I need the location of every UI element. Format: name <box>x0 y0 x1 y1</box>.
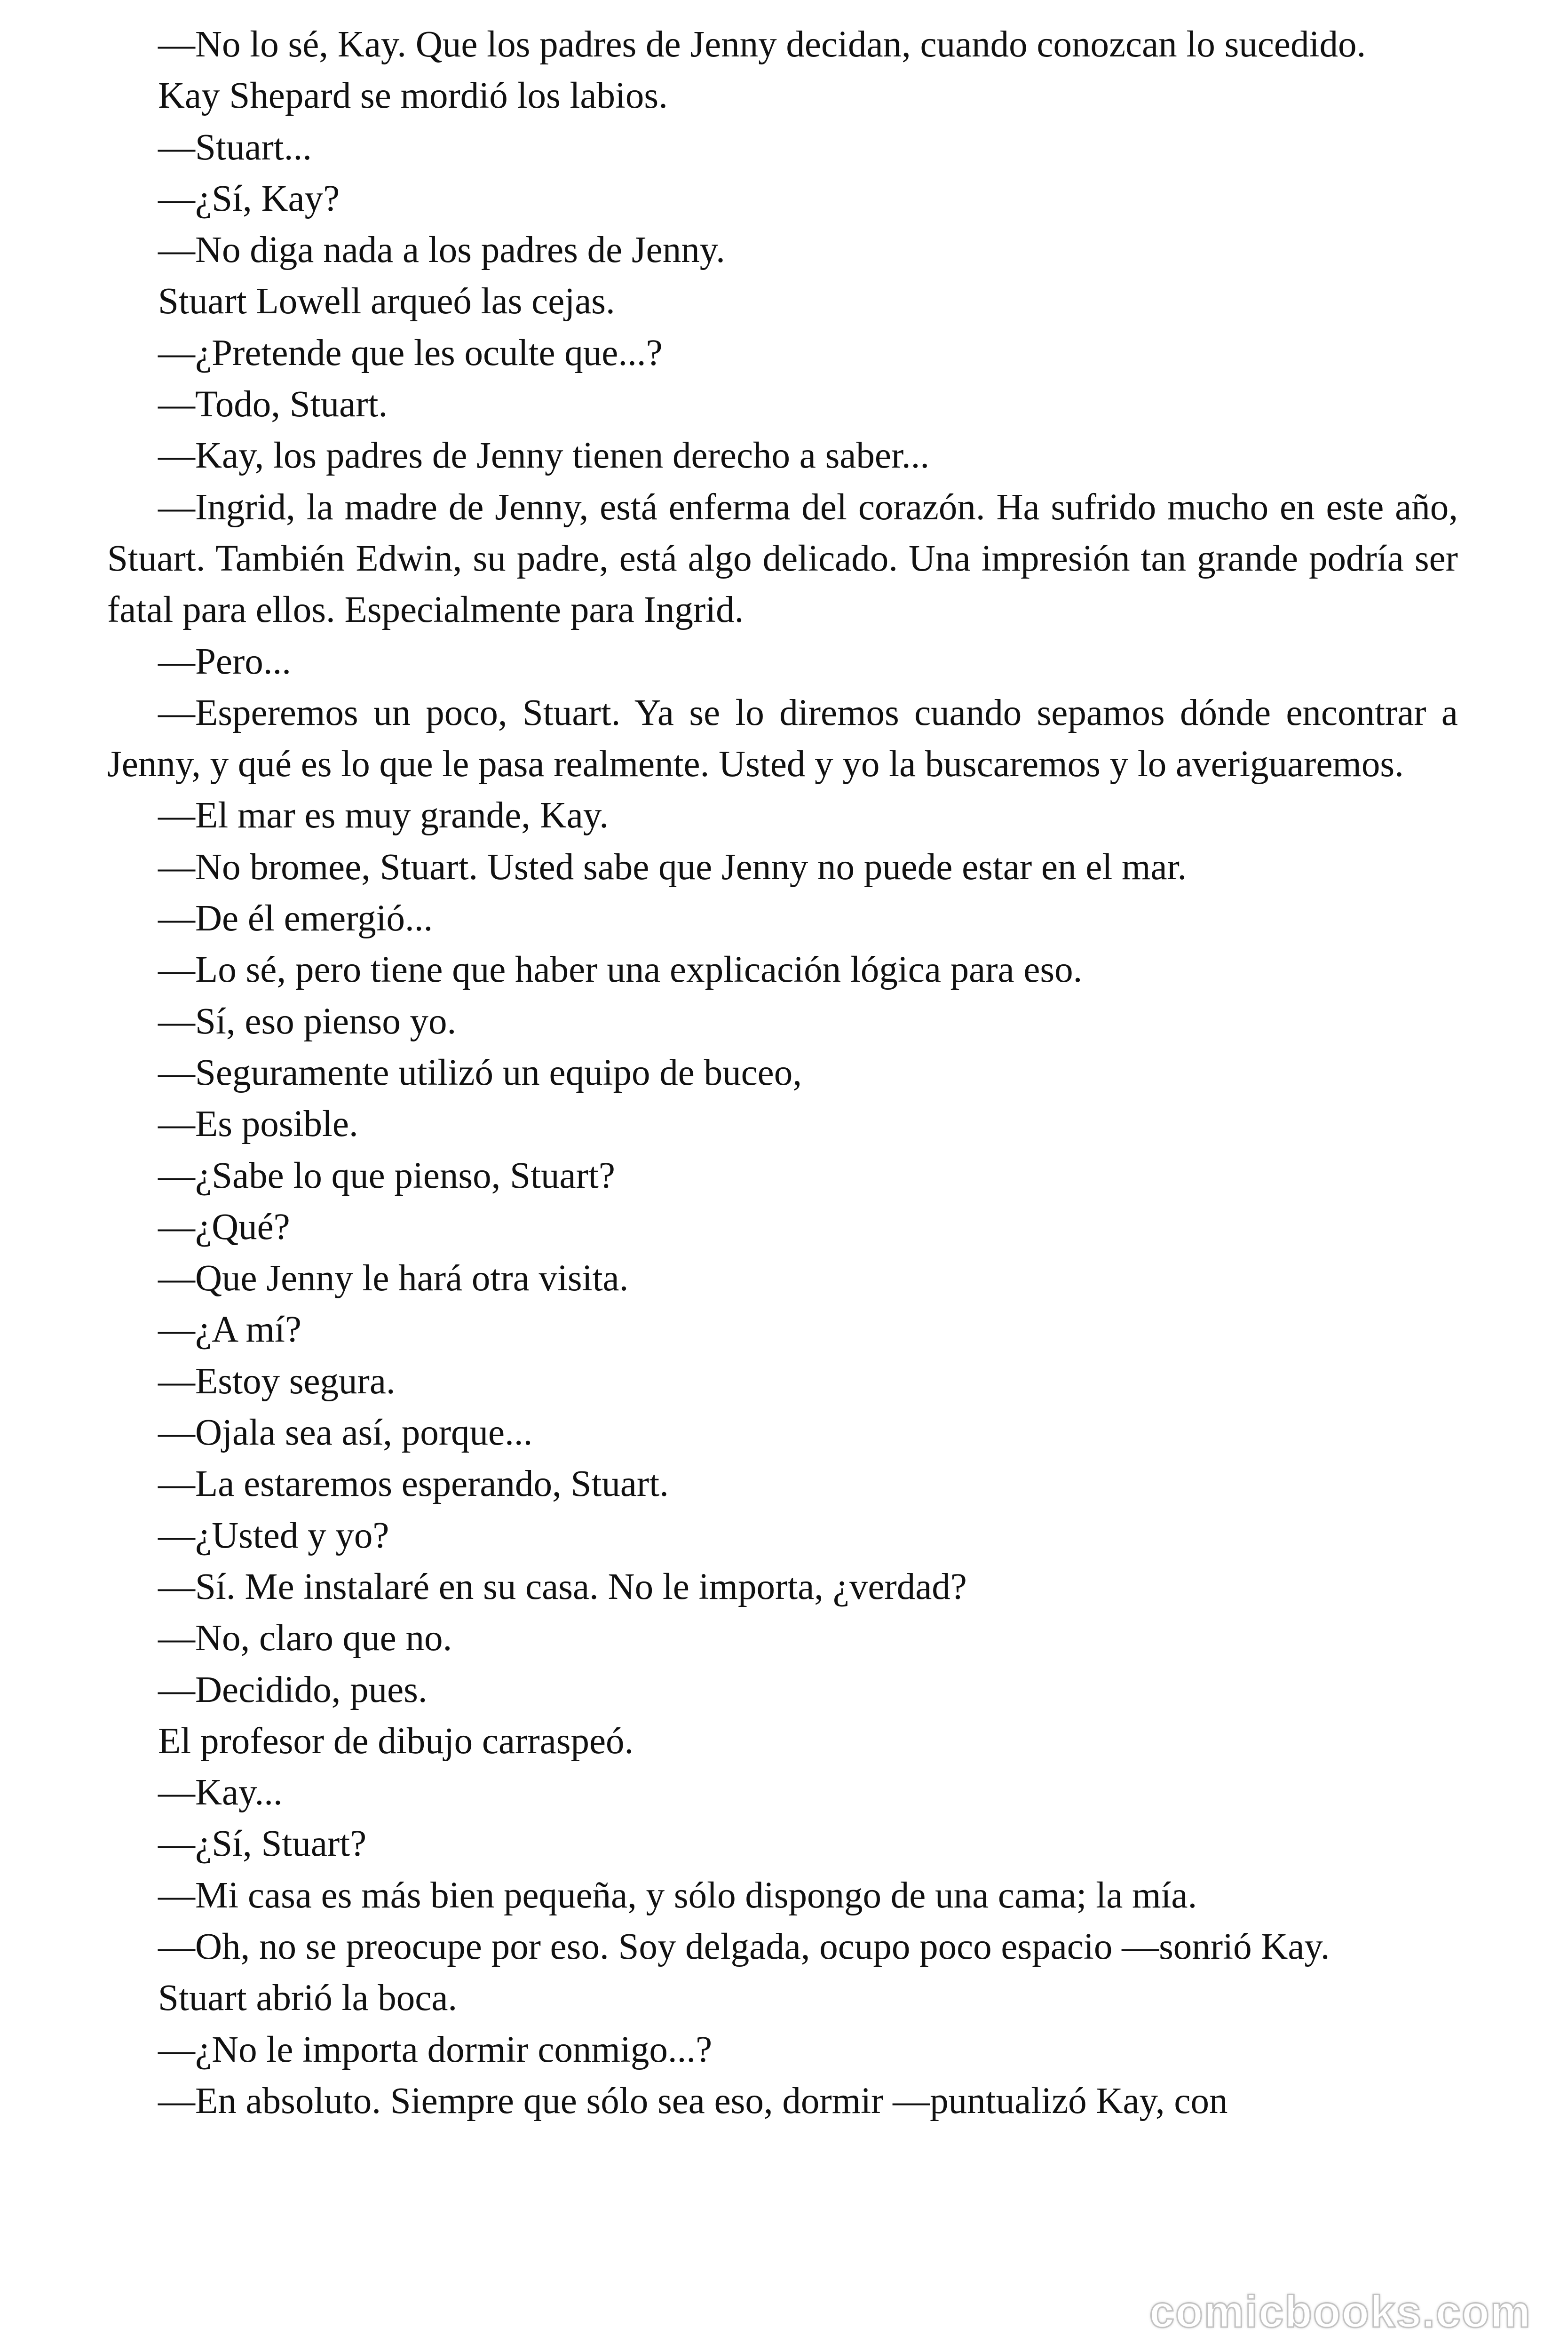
paragraph: —De él emergió... <box>158 898 433 939</box>
paragraph: —Es posible. <box>158 1104 358 1145</box>
paragraph: —Oh, no se preocupe por eso. Soy delgada, ocupo poco espacio —sonrió Kay. <box>158 1926 1330 1967</box>
paragraph: —Estoy segura. <box>158 1360 396 1402</box>
paragraph: Stuart abrió la boca. <box>158 1978 458 2019</box>
paragraph: —¿Pretende que les oculte que...? <box>158 332 663 373</box>
paragraph: —El mar es muy grande, Kay. <box>158 795 609 836</box>
paragraph: —Ojala sea así, porque... <box>158 1412 533 1454</box>
paragraph: —Kay, los padres de Jenny tienen derecho a saber... <box>158 435 930 477</box>
paragraph: El profesor de dibujo carraspeó. <box>158 1720 634 1762</box>
paragraph: —Stuart... <box>158 127 312 168</box>
paragraph: —Esperemos un poco, Stuart. Ya se lo diremos cuando sepamos dónde encontrar a Jenny, y qué es lo que le pasa realmente. Usted y yo la buscaremos y lo averiguaremos. <box>107 692 1458 785</box>
paragraph: —Sí, eso pienso yo. <box>158 1001 457 1042</box>
paragraph: —Sí. Me instalaré en su casa. No le importa, ¿verdad? <box>158 1566 967 1607</box>
paragraph: —No diga nada a los padres de Jenny. <box>158 230 725 271</box>
paragraph: —No bromee, Stuart. Usted sabe que Jenny no puede estar en el mar. <box>158 846 1187 888</box>
paragraph: —La estaremos esperando, Stuart. <box>158 1463 669 1505</box>
paragraph: —Lo sé, pero tiene que haber una explicación lógica para eso. <box>158 949 1083 991</box>
paragraph: —¿A mí? <box>158 1309 301 1351</box>
paragraph: —Todo, Stuart. <box>158 384 388 425</box>
paragraph: —Decidido, pues. <box>158 1669 428 1710</box>
watermark: comicbooks.com <box>1149 2287 1531 2337</box>
paragraph: —¿Sí, Kay? <box>158 178 340 219</box>
paragraph: —No lo sé, Kay. Que los padres de Jenny decidan, cuando conozcan lo sucedido. <box>158 24 1366 65</box>
paragraph: —Mi casa es más bien pequeña, y sólo dispongo de una cama; la mía. <box>158 1875 1197 1916</box>
paragraph: Stuart Lowell arqueó las cejas. <box>158 281 615 322</box>
paragraph: —¿Usted y yo? <box>158 1515 389 1556</box>
paragraph: —Kay... <box>158 1772 283 1813</box>
paragraph: —¿Sabe lo que pienso, Stuart? <box>158 1155 615 1196</box>
paragraph: —Ingrid, la madre de Jenny, está enferma del corazón. Ha sufrido mucho en este año, Stuart. También Edwin, su padre, está algo delicado. Una impresión tan grande podría ser fatal para ellos. Especialmente para Ingrid. <box>107 486 1458 631</box>
paragraph: —¿Qué? <box>158 1206 290 1248</box>
paragraph: —En absoluto. Siempre que sólo sea eso, dormir —puntualizó Kay, con <box>158 2080 1228 2122</box>
paragraph: —¿No le importa dormir conmigo...? <box>158 2029 713 2070</box>
paragraph: Kay Shepard se mordió los labios. <box>158 75 668 117</box>
paragraph: —No, claro que no. <box>158 1618 452 1659</box>
paragraph: —Seguramente utilizó un equipo de buceo, <box>158 1052 802 1093</box>
document-page <box>107 19 1458 2127</box>
paragraph: —Pero... <box>158 641 292 682</box>
paragraph: —Que Jenny le hará otra visita. <box>158 1258 629 1299</box>
paragraph: —¿Sí, Stuart? <box>158 1823 367 1865</box>
